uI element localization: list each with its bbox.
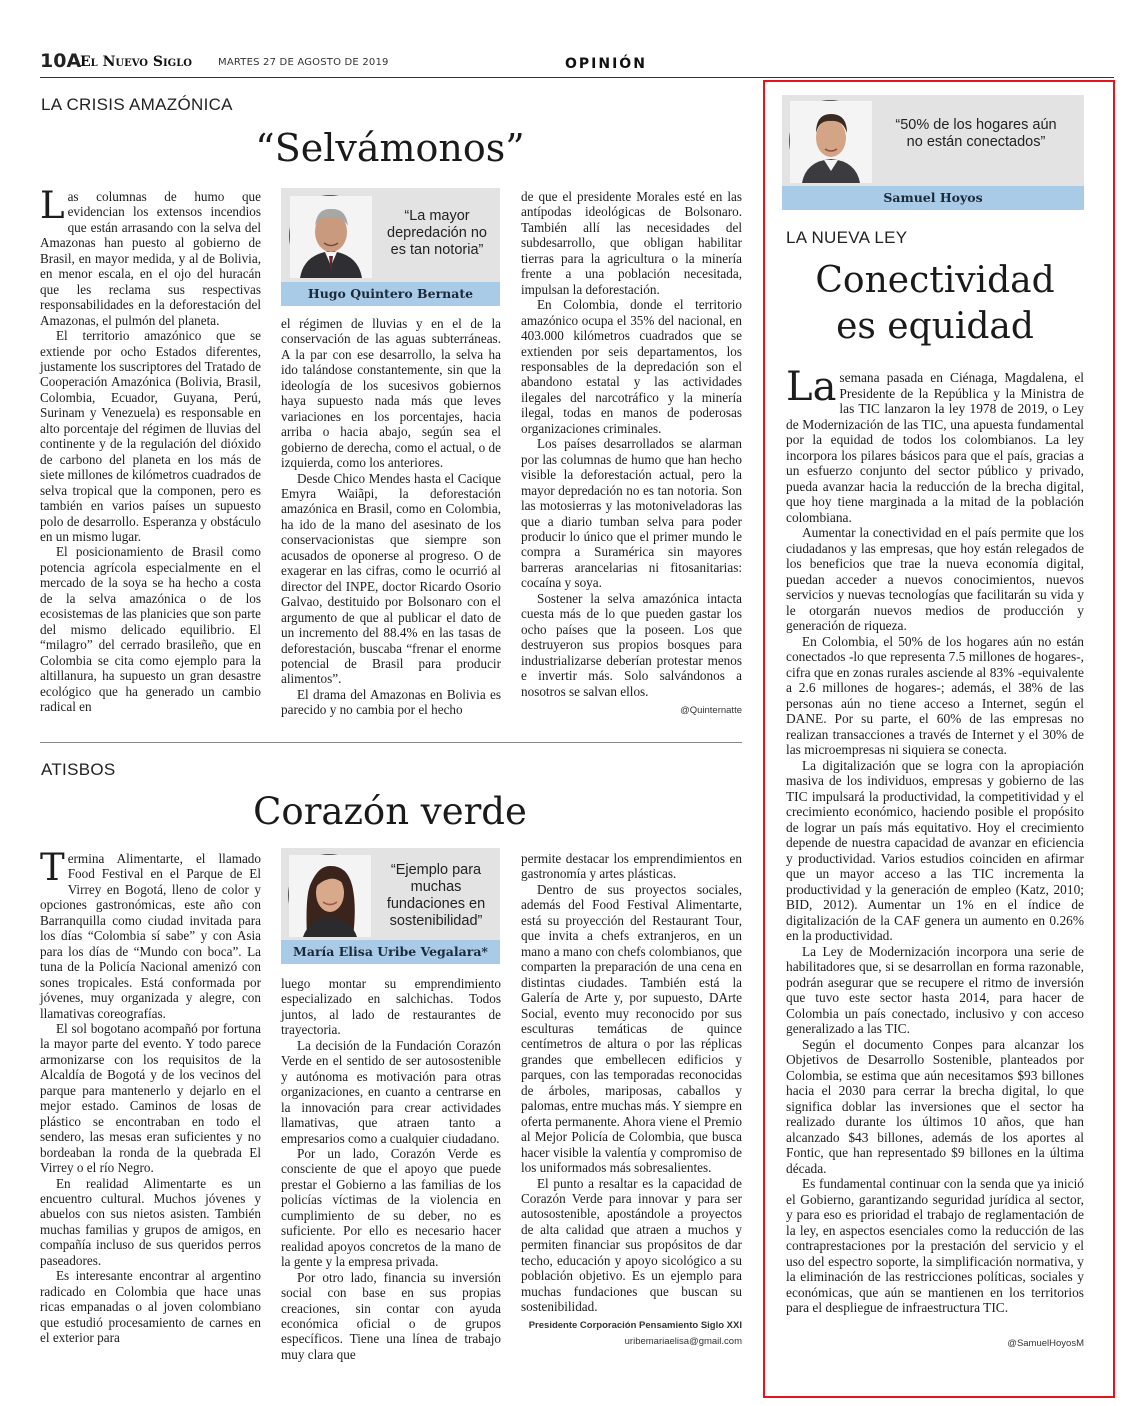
article3-signoff: @SamuelHoyosM	[1007, 1338, 1084, 1349]
section-divider	[40, 742, 742, 743]
article3-body: La semana pasada en Ciénaga, Magdalena, el Presidente de la República y la Ministra de las TIC lanzaron la ley 1978 de 2019, o Ley de Modernización de las TIC, una apuesta fundamental por la equidad de todos los colombianos. La ley incorpora los pilares básicos para que el país, gracias a un esfuerzo conjunto del sector público y privado, pueda avanzar hacia la reducción de la brecha digital, que hoy tiene marginada a la mitad de la población colombiana. Aumentar la conectividad en el país permite que los ciudadanos y las empresas, que hoy están relegados de los beneficios que trae la nueva economía digital, puedan acceder a nuevos conocimientos, nuevos servicios y nuevas tecnologías que facilitarán su vida y le otorgarán nuevos medios de producción y generación de riqueza. En Colombia, el 50% de los hogares aún no están conectados -lo que representa 7.5 millones de hogares-, cifra que en zonas rurales asciende al 83% -equivalente a 2.6 millones de hogares-; además, el 38% de las personas aún no tiene acceso a Internet, según el DANE. Por su parte, el 60% de las empresas no realizan transacciones a través de Internet y el 30% de las microempresas ni siquiera se conecta. La digitalización que se logra con la apropiación masiva de los individuos, empresas y gobierno de las TIC impulsará la productividad, la competitividad y el crecimiento económico, haciendo posible el propósito de lograr un país más equitativo. Hoy el crecimiento depende de nuestra capacidad de avanzar en eficiencia y productividad. Varios estudios coinciden en afirmar que un mayor acceso a las TIC incrementa la productividad y la generación de empleo (Katz, 2010; BID, 2012). Aumentar un 1% en el índice de digitalización de la CAF genera un aumento en 0.26% en la productividad. La Ley de Modernización incorpora una serie de habilitadores que, si se desarrollan en forma razonable, podrán asegurar que se recupere el ritmo de inversión que tuvo este sector hasta 2014, para hacer de Colombia un país conectado, inclusivo y con acceso generalizado a las TIC. Según el documento Conpes para alcanzar los Objetivos de Desarrollo Sostenible, planteados por Colombia, se estima que aún necesitamos $93 billones hacia el 2030 para cerrar la brecha digital, lo que significa doblar las inversiones que el sector ha realizado durante los últimos 10 años, que han alcanzado $43 billones, además de los aportes al Fontic, que han representado $9 billones en la última década. Es fundamental continuar con la senda que ya inició el Gobierno, garantizando seguridad jurídica al sector, y para eso es prioridad el trabajo de reglamentación de la ley, en aspectos esenciales como la reducción de las contraprestaciones por la prestación del servicio y el uso del espectro soporte, la simplificación normativa, y la eliminación de las restricciones políticas, sociales y económicas, que aún se mantienen en los territorios para el despliegue de infraestructura TIC.	[786, 364, 1084, 1315]
article2-pull-quote: “Ejemplo para muchas fundaciones en sostenibilidad”	[386, 862, 486, 929]
article3-author-box	[782, 95, 1084, 210]
article1-pull-quote: “La mayor depredación no es tan notoria”	[387, 208, 487, 258]
article2-column-3: permite destacar los emprendimientos en gastronomía y artes plásticas. Dentro de sus proyectos sociales, además del Food Festival Alimentarte, está su proyección del Restaurant Tour, que invita a chefs extranjeros, en un mano a mano con chefs colombianos, que comparten la preparación de una cena en distintas ciudades. También está la Galería de Arte y, por supuesto, DArte Social, evento muy reconocido por sus esculturas temáticas de quince centímetros de altura o por las réplicas grandes que embellecen edificios y parques, con las temporadas reconocidas de árboles, mariposas, caballos y palomas, entre muchas más. Y siempre en oferta permanente. Ahora viene el Premio al Mejor Policía de Colombia, que busca hacer visible la valentía y compromiso de los uniformados más sobresalientes. El punto a resaltar es la capacidad de Corazón Verde para innovar y para ser autosostenible, apostándole a proyectos de alta calidad que atraen a muchos y permiten financiar sus propósitos de dar techo, educación y apoyo sicológico a su población objetivo. Es un ejemplo para muchas fundaciones que buscan su sostenibilidad.	[521, 851, 742, 1315]
article1-dropcap: L	[40, 184, 65, 227]
article2-dropcap: T	[40, 846, 65, 889]
article1-column-1: Las columnas de humo que evidencian los extensos incendios que están arrasando con la selva del Amazonas han puesto al gobierno de Brasil, en mayor medida, y al de Bolivia, en menor escala, en el ojo del huracán que les reclama sus respectivas responsabilidades en la deforestación del Amazonas, el pulmón del planeta. El territorio amazónico que se extiende por ocho Estados diferentes, justamente los suscriptores del Tratado de Cooperación Amazónica (Bolivia, Brasil, Colombia, Ecuador, Guyana, Perú, Surinam y Venezuela) es responsable en alto porcentaje del régimen de lluvias del continente y de la regulación del dióxido de carbono del planeta en los más de siete millones de kilómetros cuadrados de selva tropical que la componen, pero es también en varios países un supuesto polo de desarrollo. Esperanza y obstáculo en un mismo lugar. El posicionamiento de Brasil como potencia agrícola especialmente en el mercado de la soya se ha hecho a costa de la selva amazónica o de los ecosistemas de las planicies que son parte del mismo delicado equilibrio. El “milagro” del cerrado brasileño, que en Colombia se cita como ejemplo para la altillanura, ha supuesto un gran desastre ecológico que ha generado un cambio radical en	[40, 184, 261, 714]
article3-title-line-2: es equidad	[836, 306, 1034, 347]
article2-author-box	[281, 848, 500, 964]
article1-column-3: de que el presidente Morales esté en las antípodas ideológicas de Bolsonaro. También allí las necesidades del subdesarrollo, que obligan habilitar tierras para la agricultura o la minería frente a una población necesitada, impulsan la deforestación. En Colombia, donde el territorio amazónico ocupa el 35% del nacional, en 403.000 kilómetros cuadrados que se extienden por seis departamentos, los responsables de la depredación son el abandono estatal y las actividades ilegales del narcotráfico y la minería ilegal, todas en manos de poderosas organizaciones criminales. Los países desarrollados se alarman por las columnas de humo que han hecho visible la deforestación actual, pero la mayor depredación no es tan notoria. Son las motosierras y las motoniveladoras las que a diario tumban selva para poder producir lo único que el primer mundo le compra a Suramérica sin mayores barreras arancelarias ni fitosanitarias: cocaína y soya. Sostener la selva amazónica intacta cuesta más de lo que pueden gastar los ocho países que la poseen. Los que destruyeron sus propios bosques para industrializarse deberían protestar menos e invertir más. Solo salvándonos a nosotros se salvan ellos.	[521, 189, 742, 699]
article3-title	[786, 258, 1084, 350]
article2-column-1: Termina Alimentarte, el llamado Food Festival en el Parque de El Virrey en Bogotá, lleno de color y opciones gastronómicas, este año con Barranquilla como ciudad invitada para los días “Colombia sí sabe” y con Asia para los días de “Mundo con boca”. La tuna de la Policía Nacional amenizó con sones tropicales. Está conformada por jóvenes, muy organizada y alegre, con llamativas coreografías. El sol bogotano acompañó por fortuna la mayor parte del evento. Y todo parece armonizarse con los requisitos de la Alcaldía de Bogotá y de los vecinos del parque para mantenerlo y dejarlo en el mejor estado. Caminos de losas de plástico se encontraban en todo el sendero, las mesas eran suficientes y no bordeaban la ronda de la quebrada El Virrey o el río Negro. En realidad Alimentarte es un encuentro cultural. Muchos jóvenes y abuelos con sus nietos asisten. También muchas familias y grupos de amigos, en compañía incluso de sus queridos perros paseadores. Es interesante encontrar al argentino radicado en Colombia que hace unas ricas empanadas o al joven colombiano que estudió procesamiento de carnes en el exterior para	[40, 846, 261, 1346]
article1-signoff: @Quinternatte	[680, 705, 742, 716]
article2-signoff-title: Presidente Corporación Pensamiento Siglo XXI	[528, 1320, 742, 1331]
article1-kicker: LA CRISIS AMAZÓNICA	[41, 95, 233, 114]
section-name: OPINIÓN	[565, 56, 647, 72]
article3-kicker: LA NUEVA LEY	[786, 228, 908, 247]
article3-author-name: Samuel Hoyos	[782, 186, 1084, 210]
masthead	[40, 52, 1114, 78]
article1-author-box	[281, 188, 500, 306]
article2-kicker: ATISBOS	[41, 760, 116, 779]
article3-pull-quote: “50% de los hogares aún no están conectados”	[895, 117, 1057, 150]
article2-author-name: María Elisa Uribe Vegalara*	[281, 940, 500, 964]
article1-title: “Selvámonos”	[255, 126, 525, 170]
page-number: 10A	[40, 50, 82, 72]
article3-author-photo	[789, 100, 871, 182]
article2-signoff-email: uribemariaelisa@gmail.com	[624, 1336, 742, 1347]
article3-dropcap: La	[786, 364, 837, 410]
article2-column-2: luego montar su emprendimiento especializado en salchichas. Todos juntos, al lado de restaurantes de trayectoria. La decisión de la Fundación Corazón Verde en el sentido de ser autosostenible y autónoma es motivación para otras organizaciones, en cuanto a centrarse en la innovación para crear actividades llamativas, que atraen tanto a empresarios como a cualquier ciudadano. Por un lado, Corazón Verde es consciente de que el apoyo que puede prestar el Gobierno a las familias de los policías víctimas de la violencia en cumplimiento de su deber, no es suficiente. Por ello es necesario hacer realidad apoyos concretos de la mano de la gente y la empresa privada. Por otro lado, financia su inversión social con base en sus propias creaciones, sin contar con ayuda económica oficial o de grupos específicos. Tiene una línea de trabajo muy clara que	[281, 976, 501, 1362]
article1-column-2: el régimen de lluvias y en el de la conservación de las aguas subterráneas. A la par con ese desarrollo, la selva ha ido talándose constantemente, sin que la ideología de los sucesivos gobiernos haya supuesto nada más que leves variaciones en los porcentajes, hacia arriba o hacia abajo, según sea el gobierno de derecha, como el actual, o de izquierda, como los anteriores. Desde Chico Mendes hasta el Cacique Emyra Waiãpi, la deforestación amazónica en Brasil, como en Colombia, ha ido de la mano del asesinato de los conservacionistas que siempre son acusados de oponerse al progreso. O de exagerar en las cifras, como le ocurrió al director del INPE, doctor Ricardo Osorio Galvao, destituido por Bolsonaro con el argumento de que al publicar el dato de un incremento del 88.4% en las tasas de deforestación, buscaba “frenar el enorme potencial de Brasil para producir alimentos”. El drama del Amazonas en Bolivia es parecido y no cambia por el hecho	[281, 316, 501, 718]
article2-title: Corazón verde	[253, 790, 527, 833]
article2-author-photo	[288, 854, 370, 936]
article1-author-photo	[289, 195, 371, 277]
article1-author-name: Hugo Quintero Bernate	[281, 282, 500, 306]
newspaper-name: El Nuevo Siglo	[80, 54, 192, 70]
issue-date: MARTES 27 DE AGOSTO DE 2019	[218, 57, 389, 68]
article3-title-line-1: Conectividad	[815, 260, 1055, 301]
